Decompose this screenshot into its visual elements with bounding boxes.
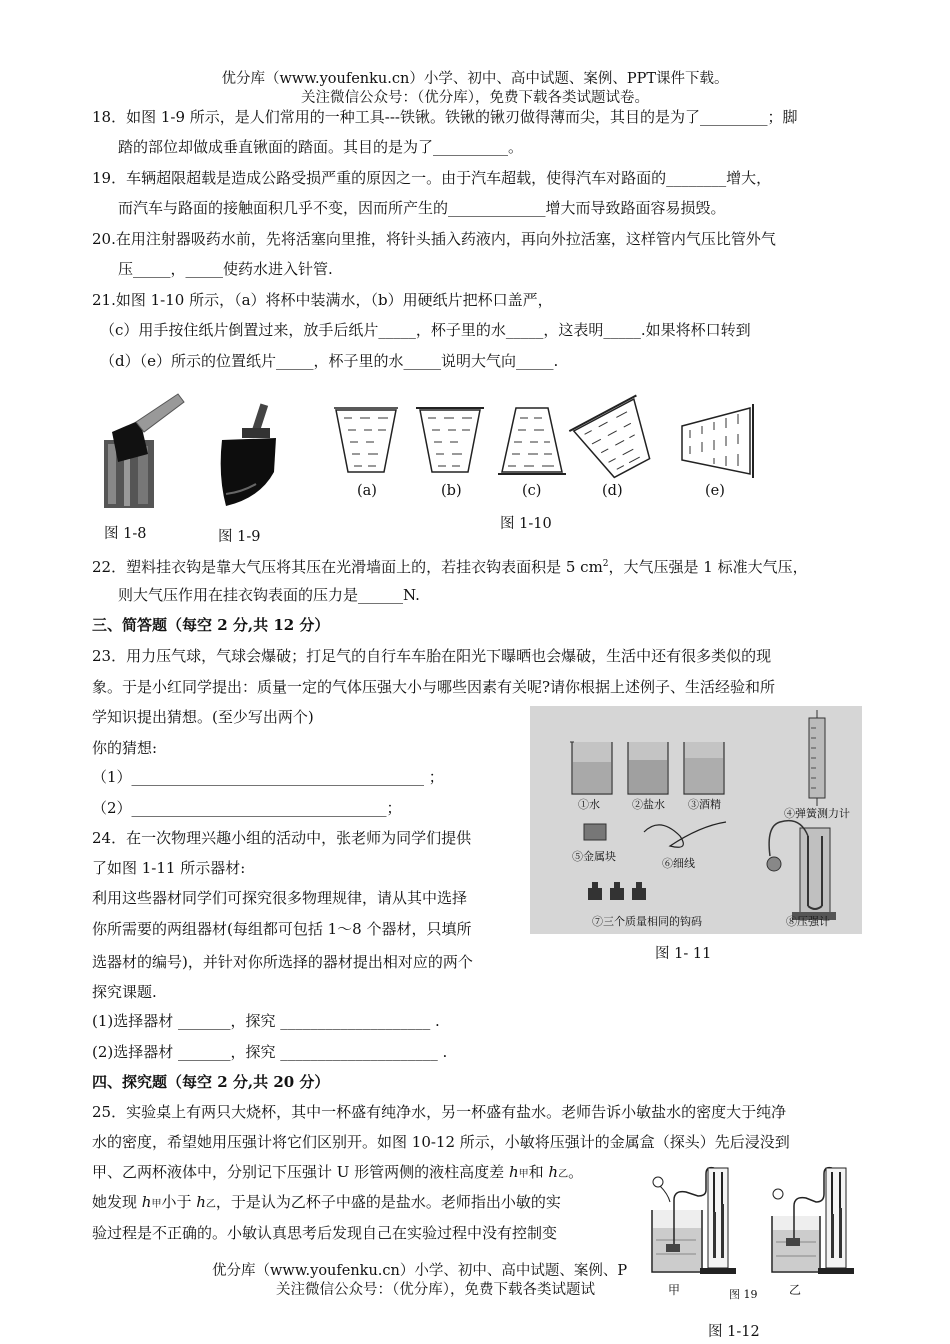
q19-line-2: 而汽车与路面的接触面积几乎不变，因而所产生的_____________增大而导致路面容易损毁。 bbox=[118, 199, 726, 217]
q25-line-4-mid: 小于 bbox=[161, 1193, 197, 1211]
q25-period: 。 bbox=[568, 1163, 584, 1181]
cup-e-image bbox=[682, 404, 753, 478]
h-symbol-4: h bbox=[196, 1193, 206, 1211]
section-3-title: 三、简答题（每空 2 分,共 12 分） bbox=[92, 616, 330, 634]
q24-line-7: (1)选择器材 _______，探究 ____________________ . bbox=[92, 1012, 440, 1030]
hook-weights-icon bbox=[588, 882, 646, 900]
h-sub-yi-2: 乙 bbox=[205, 1199, 216, 1210]
q24-line-4: 你所需要的两组器材(每组都可包括 1～8 个器材，只填所 bbox=[92, 920, 472, 938]
h-symbol-2: h bbox=[548, 1163, 559, 1181]
figure-1-8-axe-image bbox=[98, 392, 188, 512]
q21-line-1: 21.如图 1-10 所示，（a）将杯中装满水，（b）用硬纸片把杯口盖严， bbox=[92, 291, 553, 309]
q21-line-3: （d）（e）所示的位置纸片_____，杯子里的水_____说明大气向_____. bbox=[100, 352, 559, 370]
footer-line-2: 关注微信公众号：（优分库），免费下载各类试题试 bbox=[276, 1282, 595, 1298]
q25-line-1: 25．实验桌上有两只大烧杯，其中一杯盛有纯净水，另一杯盛有盐水。老师告诉小敏盐水的密度大于纯净 bbox=[92, 1103, 787, 1121]
q24-line-5: 选器材的编号)，并针对你所选择的器材提出相对应的两个 bbox=[92, 953, 473, 971]
h-sub-jia-2: 甲 bbox=[151, 1199, 162, 1210]
q23-line-2: 象。于是小红同学提出：质量一定的气体压强大小与哪些因素有关呢?请你根据上述例子、生活经验和所 bbox=[92, 678, 776, 696]
q25-line-4-end: ，于是认为乙杯子中盛的是盐水。老师指出小敏的实 bbox=[215, 1193, 561, 1211]
q23-guess-1: （1）_______________________________________ ； bbox=[92, 768, 444, 786]
q25-line-2: 水的密度，希望她用压强计将它们区别开。如图 10-12 所示，小敏将压强计的金属盒（探头）先后浸没到 bbox=[92, 1133, 790, 1151]
q22-line-1-text-end: ，大气压强是 1 标准大气压， bbox=[608, 558, 808, 576]
q18-line-2: 踏的部位却做成垂直锹面的踏面。其目的是为了__________。 bbox=[118, 138, 524, 156]
q24-line-8: (2)选择器材 _______，探究 _____________________ . bbox=[92, 1043, 448, 1061]
figure-1-8-caption: 图 1-8 bbox=[104, 526, 147, 542]
q18-line-1: 18．如图 1-9 所示，是人们常用的一种工具---铁锹。铁锹的锹刃做得薄而尖，其目的是为了_________；脚 bbox=[92, 108, 798, 126]
q22-superscript: 2 bbox=[602, 559, 609, 569]
q25-line-3 bbox=[92, 1161, 583, 1186]
section-4-title: 四、探究题（每空 2 分,共 20 分） bbox=[92, 1073, 330, 1091]
figure-1-9-caption: 图 1-9 bbox=[218, 529, 261, 545]
beaker-alcohol-icon bbox=[684, 742, 724, 794]
h-symbol-3: h bbox=[141, 1193, 152, 1211]
header-line-1: 优分库（www.youfenku.cn）小学、初中、高中试题、案例、PPT课件下载。 bbox=[221, 71, 729, 87]
figure-1-12-label-yi: 乙 bbox=[789, 1283, 802, 1297]
beaker-saltwater-icon bbox=[628, 742, 668, 794]
pressure-gauge-icon bbox=[767, 821, 836, 920]
q22-line-1-text: 22．塑料挂衣钩是靠大气压将其压在光滑墙面上的，若挂衣钩表面积是 5 cm bbox=[92, 558, 603, 576]
figure-1-12-caption: 图 1-12 bbox=[708, 1324, 760, 1340]
item-8-label: ⑧压强计 bbox=[786, 915, 830, 928]
figure-1-11-caption: 图 1- 11 bbox=[655, 946, 712, 962]
item-4-label: ④弹簧测力计 bbox=[784, 807, 850, 820]
q23-line-4: 你的猜想: bbox=[92, 739, 158, 757]
q25-line-4 bbox=[92, 1191, 561, 1216]
figure-1-10-caption: 图 1-10 bbox=[500, 516, 552, 532]
q25-line-5: 验过程是不正确的。小敏认真思考后发现自己在实验过程中没有控制变 bbox=[92, 1224, 558, 1242]
q22-line-2: 则大气压作用在挂衣钩表面的压力是______N. bbox=[118, 586, 420, 604]
figure-1-12-label-jia: 甲 bbox=[668, 1283, 681, 1297]
q23-line-3: 学知识提出猜想。(至少写出两个) bbox=[92, 708, 314, 726]
cup-e-label: (e) bbox=[705, 483, 725, 499]
figure-1-12-label-19: 图 19 bbox=[729, 1288, 758, 1301]
q24-line-2: 了如图 1-11 所示器材: bbox=[92, 859, 246, 877]
q20-line-1: 20.在用注射器吸药水前，先将活塞向里推，将针头插入药液内，再向外拉活塞，这样管内气压比管外气 bbox=[92, 230, 776, 248]
cup-d-label: (d) bbox=[602, 483, 623, 499]
figure-1-10-cups bbox=[330, 398, 760, 480]
item-6-label: ⑥细线 bbox=[662, 857, 695, 870]
thread-icon bbox=[644, 822, 726, 847]
beaker-jia-icon bbox=[652, 1210, 702, 1272]
q24-line-3: 利用这些器材同学们可探究很多物理规律，请从其中选择 bbox=[92, 889, 468, 907]
q25-line-4-text: 她发现 bbox=[92, 1193, 142, 1211]
item-1-label: ①水 bbox=[578, 798, 600, 811]
cup-b-image bbox=[416, 408, 484, 472]
footer-line-1: 优分库（www.youfenku.cn）小学、初中、高中试题、案例、P bbox=[212, 1263, 628, 1279]
item-7-label: ⑦三个质量相同的钩码 bbox=[592, 915, 702, 928]
q24-line-1: 24．在一次物理兴趣小组的活动中，张老师为同学们提供 bbox=[92, 829, 472, 847]
q25-and: 和 bbox=[528, 1163, 549, 1181]
q19-line-1: 19．车辆超限超载是造成公路受损严重的原因之一。由于汽车超载，使得汽车对路面的________增大， bbox=[92, 169, 772, 187]
spring-scale-icon bbox=[809, 710, 825, 806]
cup-c-label: (c) bbox=[522, 483, 542, 499]
cup-a-image bbox=[334, 408, 398, 472]
h-sub-yi: 乙 bbox=[558, 1169, 569, 1180]
q21-line-2: （c）用手按住纸片倒置过来，放手后纸片_____，杯子里的水_____，这表明_____.如果将杯口转到 bbox=[100, 321, 751, 339]
figure-1-12-experiment bbox=[640, 1150, 850, 1280]
item-2-label: ②盐水 bbox=[632, 798, 665, 811]
beaker-yi-icon bbox=[772, 1216, 820, 1272]
item-3-label: ③酒精 bbox=[688, 798, 721, 811]
q23-guess-2: （2）__________________________________； bbox=[92, 799, 402, 817]
cup-d-image bbox=[569, 395, 665, 485]
q25-line-3-text: 甲、乙两杯液体中，分别记下压强计 U 形管两侧的液柱高度差 bbox=[92, 1163, 509, 1181]
figure-1-9-shovel-image bbox=[212, 402, 292, 514]
q23-line-1: 23．用力压气球，气球会爆破；打足气的自行车车胎在阳光下曝晒也会爆破，生活中还有很多类似的现 bbox=[92, 647, 772, 665]
cup-a-label: (a) bbox=[357, 483, 377, 499]
q20-line-2: 压_____，_____使药水进入针管. bbox=[118, 260, 333, 278]
cup-b-label: (b) bbox=[441, 483, 462, 499]
beaker-water-icon bbox=[570, 742, 612, 794]
h-symbol: h bbox=[508, 1163, 519, 1181]
metal-block-icon bbox=[584, 824, 606, 840]
header-line-2: 关注微信公众号：（优分库），免费下载各类试题试卷。 bbox=[301, 90, 649, 106]
item-5-label: ⑤金属块 bbox=[572, 850, 616, 863]
h-sub-jia: 甲 bbox=[518, 1169, 529, 1180]
cup-c-image bbox=[498, 408, 566, 474]
q22-line-1 bbox=[92, 553, 808, 578]
q24-line-6: 探究课题. bbox=[92, 983, 157, 1001]
